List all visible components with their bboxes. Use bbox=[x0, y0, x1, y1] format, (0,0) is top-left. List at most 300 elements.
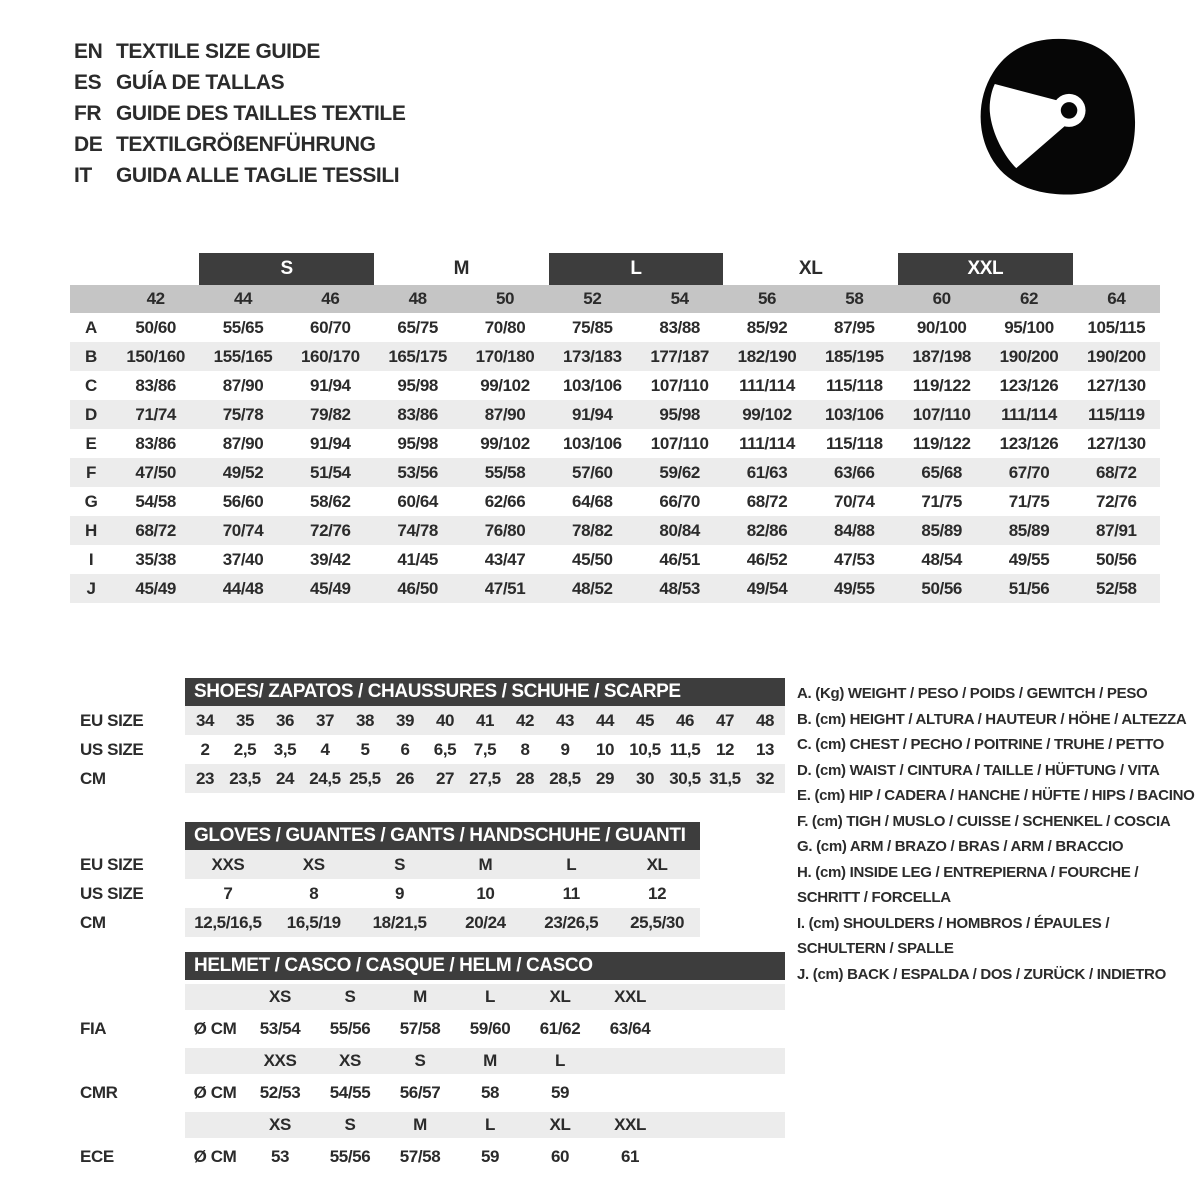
helmet-cm-value: 52/53 bbox=[259, 1083, 301, 1102]
gloves-cell: 20/24 bbox=[465, 912, 506, 932]
helmet-size-spacer bbox=[185, 1048, 245, 1074]
legend-entry: E. (cm) HIP / CADERA / HANCHE / HÜFTE / HIPS / BACINO bbox=[797, 787, 1195, 804]
size-number: 62 bbox=[1019, 289, 1039, 308]
gloves-cell: 23/26,5 bbox=[544, 912, 599, 932]
size-table-row bbox=[70, 313, 1160, 342]
size-cell: 49/55 bbox=[1008, 549, 1050, 569]
helmet-cm-value: 55/56 bbox=[329, 1147, 371, 1166]
size-cell: 107/110 bbox=[650, 433, 709, 453]
size-cell: 60/70 bbox=[310, 317, 351, 337]
helmet-row-spacer bbox=[80, 1112, 185, 1138]
helmet-cm-value: 59/60 bbox=[469, 1019, 511, 1038]
helmet-sizes-values bbox=[185, 1048, 785, 1074]
shoes-cell: 4 bbox=[320, 739, 330, 759]
size-group-label: XXL bbox=[898, 253, 1073, 285]
helmet-table bbox=[80, 952, 785, 1176]
size-cell: 44/48 bbox=[222, 578, 264, 598]
shoes-cell: 40 bbox=[435, 710, 455, 730]
size-group-label: L bbox=[549, 253, 724, 285]
shoes-cell: 30,5 bbox=[669, 768, 701, 788]
size-cell: 115/118 bbox=[825, 375, 883, 395]
helmet-sizes-values bbox=[185, 984, 785, 1010]
helmet-size-label: XL bbox=[549, 987, 571, 1006]
size-cell: 71/75 bbox=[921, 491, 962, 511]
size-row-letter: H bbox=[85, 520, 97, 540]
size-cell: 90/100 bbox=[916, 317, 967, 337]
shoes-cell: 44 bbox=[595, 710, 615, 730]
size-table-row bbox=[70, 342, 1160, 371]
helmet-sizes-row bbox=[80, 984, 785, 1010]
size-row-letter: F bbox=[86, 462, 96, 482]
size-cell: 64/68 bbox=[572, 491, 613, 511]
shoes-cell: 26 bbox=[395, 768, 415, 788]
size-cell: 49/55 bbox=[834, 578, 875, 598]
legend-entry: F. (cm) TIGH / MUSLO / CUISSE / SCHENKEL / COSCIA bbox=[797, 812, 1171, 830]
size-cell: 91/94 bbox=[310, 433, 351, 453]
size-cell: 45/49 bbox=[310, 578, 351, 598]
helmet-cm-value: 61 bbox=[620, 1147, 640, 1166]
shoes-cell: 30 bbox=[635, 768, 655, 788]
size-cell: 85/89 bbox=[921, 520, 962, 540]
shoes-cell: 38 bbox=[355, 710, 375, 730]
size-row-letter: C bbox=[85, 375, 97, 395]
size-cell: 95/98 bbox=[659, 404, 700, 424]
racing-helmet-icon bbox=[975, 32, 1140, 207]
size-cell: 57/60 bbox=[572, 462, 613, 482]
language-title: TEXTILGRÖßENFÜHRUNG bbox=[116, 132, 376, 156]
shoes-cell: 25,5 bbox=[349, 768, 381, 788]
size-cell: 83/86 bbox=[397, 404, 438, 424]
size-cell: 72/76 bbox=[1096, 491, 1137, 511]
size-cell: 99/102 bbox=[480, 375, 530, 395]
shoes-row-values bbox=[185, 764, 785, 793]
size-measure-rows bbox=[70, 313, 1160, 603]
size-cell: 155/165 bbox=[213, 346, 273, 366]
shoes-cell: 28 bbox=[515, 768, 535, 788]
size-cell: 55/58 bbox=[484, 462, 526, 482]
size-table-row bbox=[70, 458, 1160, 487]
size-group-label: XL bbox=[798, 258, 823, 279]
language-row bbox=[74, 67, 405, 98]
size-number: 54 bbox=[670, 289, 689, 308]
size-table-row bbox=[70, 400, 1160, 429]
size-cell: 62/66 bbox=[484, 491, 526, 511]
shoes-cell: 37 bbox=[315, 710, 335, 730]
helmet-size-spacer bbox=[185, 1112, 245, 1138]
helmet-size-label: S bbox=[414, 1051, 426, 1070]
size-cell: 46/52 bbox=[746, 549, 788, 569]
helmet-cm-value: 63/64 bbox=[609, 1019, 651, 1038]
legend-entry: D. (cm) WAIST / CINTURA / TAILLE / HÜFTUNG / VITA bbox=[797, 761, 1160, 779]
size-cell: 49/54 bbox=[746, 578, 788, 598]
size-cell: 47/51 bbox=[484, 578, 526, 598]
size-cell: 66/70 bbox=[659, 491, 700, 511]
helmet-sizes-row bbox=[80, 1112, 785, 1138]
helmet-size-label: XXS bbox=[263, 1051, 297, 1070]
size-cell: 50/56 bbox=[921, 578, 962, 598]
measurement-legend bbox=[797, 681, 1195, 987]
legend-entry: J. (cm) BACK / ESPALDA / DOS / ZURÜCK / INDIETRO bbox=[797, 965, 1166, 983]
shoes-cell: 12 bbox=[715, 739, 735, 759]
gloves-cell: 9 bbox=[395, 883, 405, 903]
shoes-cell: 28,5 bbox=[549, 768, 581, 788]
shoes-cell: 45 bbox=[635, 710, 655, 730]
size-number: 64 bbox=[1107, 289, 1126, 308]
size-cell: 103/106 bbox=[825, 404, 884, 424]
helmet-cm-value: 57/58 bbox=[399, 1147, 441, 1166]
size-cell: 49/52 bbox=[222, 462, 264, 482]
shoes-cell: 36 bbox=[275, 710, 295, 730]
size-cell: 82/86 bbox=[746, 520, 788, 540]
shoes-row-values bbox=[185, 706, 785, 735]
shoes-cell: 6 bbox=[400, 739, 410, 759]
gloves-row-values bbox=[185, 850, 700, 879]
helmet-sizes-row bbox=[80, 1048, 785, 1074]
shoes-cell: 23 bbox=[195, 768, 215, 788]
size-cell: 55/65 bbox=[222, 317, 264, 337]
shoes-row-label: EU SIZE bbox=[80, 710, 144, 730]
size-table-row bbox=[70, 545, 1160, 574]
size-table-row bbox=[70, 429, 1160, 458]
size-group-label: S bbox=[199, 253, 374, 285]
size-cell: 150/160 bbox=[126, 346, 185, 366]
size-cell: 99/102 bbox=[742, 404, 792, 424]
helmet-size-label: M bbox=[413, 987, 427, 1006]
language-row bbox=[74, 160, 405, 191]
gloves-cell: 8 bbox=[309, 883, 319, 903]
size-cell: 76/80 bbox=[484, 520, 526, 540]
shoes-cell: 8 bbox=[520, 739, 530, 759]
helmet-size-label: M bbox=[483, 1051, 497, 1070]
shoes-cell: 10 bbox=[595, 739, 615, 759]
shoes-cell: 7,5 bbox=[473, 739, 497, 759]
helmet-cm-value: 53 bbox=[270, 1147, 290, 1166]
shoes-row bbox=[80, 735, 785, 764]
gloves-cell: XL bbox=[646, 854, 668, 874]
shoes-cell: 9 bbox=[560, 739, 570, 759]
size-number: 46 bbox=[321, 289, 340, 308]
gloves-section-header: GLOVES / GUANTES / GANTS / HANDSCHUHE / GUANTI bbox=[185, 822, 700, 850]
size-group-row bbox=[70, 253, 1160, 285]
shoes-cell: 23,5 bbox=[229, 768, 261, 788]
language-title: GUIDA ALLE TAGLIE TESSILI bbox=[116, 163, 400, 187]
helmet-cm-value bbox=[595, 1078, 665, 1108]
size-cell: 127/130 bbox=[1087, 375, 1146, 395]
size-cell: 75/78 bbox=[222, 404, 264, 424]
shoes-row bbox=[80, 764, 785, 793]
language-list bbox=[74, 36, 405, 191]
helmet-size-spacer bbox=[185, 984, 245, 1010]
size-cell: 173/183 bbox=[563, 346, 622, 366]
size-cell: 119/122 bbox=[912, 433, 971, 453]
helmet-size-label: L bbox=[555, 1051, 565, 1070]
size-table-row bbox=[70, 516, 1160, 545]
size-cell: 111/114 bbox=[739, 433, 795, 453]
gloves-rows bbox=[80, 850, 700, 937]
size-row-letter: J bbox=[86, 578, 96, 598]
size-cell: 70/80 bbox=[484, 317, 526, 337]
gloves-cell: 11 bbox=[562, 883, 580, 903]
size-cell: 65/68 bbox=[921, 462, 962, 482]
helmet-cm-value: 59 bbox=[550, 1083, 570, 1102]
size-row-letter: E bbox=[85, 433, 97, 453]
size-cell: 46/50 bbox=[397, 578, 438, 598]
helmet-cm-value: 56/57 bbox=[399, 1083, 441, 1102]
gloves-cell: 16,5/19 bbox=[286, 912, 341, 932]
size-cell: 68/72 bbox=[746, 491, 788, 511]
shoes-rows bbox=[80, 706, 785, 793]
shoes-row-label: US SIZE bbox=[80, 739, 144, 759]
helmet-unit-label: Ø CM bbox=[193, 1083, 237, 1102]
helmet-value-values bbox=[185, 1142, 785, 1172]
shoes-cell: 6,5 bbox=[433, 739, 457, 759]
gloves-row bbox=[80, 879, 700, 908]
shoes-cell: 5 bbox=[360, 739, 370, 759]
helmet-standard-label: CMR bbox=[80, 1083, 118, 1102]
size-cell: 187/198 bbox=[912, 346, 971, 366]
size-cell: 87/90 bbox=[222, 375, 264, 395]
gloves-row bbox=[80, 850, 700, 879]
shoes-cell: 11,5 bbox=[669, 739, 701, 759]
size-cell: 50/60 bbox=[135, 317, 176, 337]
shoes-cell: 31,5 bbox=[709, 768, 741, 788]
size-cell: 37/40 bbox=[222, 549, 264, 569]
language-row bbox=[74, 98, 405, 129]
shoes-cell: 32 bbox=[755, 768, 775, 788]
size-cell: 41/45 bbox=[397, 549, 438, 569]
shoes-row-values bbox=[185, 735, 785, 764]
helmet-unit-label: Ø CM bbox=[193, 1019, 237, 1038]
gloves-row-label: EU SIZE bbox=[80, 854, 144, 874]
helmet-size-label: L bbox=[485, 1115, 495, 1134]
helmet-section-header: HELMET / CASCO / CASQUE / HELM / CASCO bbox=[185, 952, 785, 980]
gloves-row bbox=[80, 908, 700, 937]
helmet-row-spacer bbox=[80, 1048, 185, 1074]
size-cell: 111/114 bbox=[739, 375, 795, 395]
shoes-section-header: SHOES/ ZAPATOS / CHAUSSURES / SCHUHE / SCARPE bbox=[185, 678, 785, 706]
gloves-cell: S bbox=[394, 854, 406, 874]
gloves-cell: L bbox=[566, 854, 577, 874]
size-cell: 43/47 bbox=[484, 549, 526, 569]
helmet-standard-label: ECE bbox=[80, 1147, 114, 1166]
helmet-size-label: XXL bbox=[614, 987, 646, 1006]
size-group-label: M bbox=[453, 258, 470, 279]
helmet-size-label: XS bbox=[269, 987, 291, 1006]
size-cell: 48/54 bbox=[921, 549, 962, 569]
size-cell: 45/50 bbox=[572, 549, 613, 569]
helmet-cm-value: 59 bbox=[480, 1147, 500, 1166]
size-cell: 65/75 bbox=[397, 317, 438, 337]
shoes-cell: 2 bbox=[200, 739, 210, 759]
helmet-size-label: L bbox=[485, 987, 495, 1006]
size-cell: 103/106 bbox=[563, 375, 622, 395]
gloves-cell: 7 bbox=[223, 883, 233, 903]
size-cell: 177/187 bbox=[650, 346, 709, 366]
size-cell: 85/92 bbox=[746, 317, 788, 337]
size-cell: 67/70 bbox=[1008, 462, 1050, 482]
size-cell: 61/63 bbox=[746, 462, 788, 482]
gloves-cell: 10 bbox=[476, 883, 495, 903]
size-table-row bbox=[70, 487, 1160, 516]
legend-entry: C. (cm) CHEST / PECHO / POITRINE / TRUHE / PETTO bbox=[797, 736, 1165, 753]
size-cell: 123/126 bbox=[999, 433, 1059, 453]
legend-entry: H. (cm) INSIDE LEG / ENTREPIERNA / FOURCHE / SCHRITT / FORCELLA bbox=[797, 863, 1139, 906]
size-cell: 185/195 bbox=[825, 346, 884, 366]
size-cell: 95/98 bbox=[397, 375, 438, 395]
size-cell: 84/88 bbox=[834, 520, 875, 540]
size-cell: 190/200 bbox=[1087, 346, 1146, 366]
gloves-cell: XS bbox=[302, 854, 325, 874]
size-cell: 70/74 bbox=[834, 491, 875, 511]
helmet-size-label: XS bbox=[339, 1051, 361, 1070]
size-cell: 68/72 bbox=[1096, 462, 1137, 482]
size-cell: 87/91 bbox=[1096, 520, 1137, 540]
size-cell: 105/115 bbox=[1087, 317, 1146, 337]
size-cell: 48/53 bbox=[659, 578, 700, 598]
shoes-cell: 34 bbox=[195, 710, 215, 730]
language-row bbox=[74, 129, 405, 160]
size-cell: 46/51 bbox=[659, 549, 700, 569]
shoes-cell: 41 bbox=[475, 710, 495, 730]
size-cell: 165/175 bbox=[388, 346, 447, 366]
gloves-cell: M bbox=[478, 854, 493, 874]
language-code: IT bbox=[74, 163, 92, 187]
shoes-cell: 39 bbox=[395, 710, 415, 730]
shoes-cell: 48 bbox=[755, 710, 775, 730]
size-cell: 115/119 bbox=[1087, 404, 1145, 424]
size-table-row bbox=[70, 371, 1160, 400]
helmet-size-label bbox=[595, 1048, 665, 1074]
shoes-cell: 2,5 bbox=[233, 739, 257, 759]
size-number: 44 bbox=[233, 289, 253, 308]
shoes-cell: 29 bbox=[595, 768, 615, 788]
language-row bbox=[74, 36, 405, 67]
size-number: 60 bbox=[932, 289, 951, 308]
gloves-row-values bbox=[185, 908, 700, 937]
shoes-cell: 47 bbox=[715, 710, 735, 730]
size-cell: 71/74 bbox=[135, 404, 176, 424]
size-cell: 47/53 bbox=[834, 549, 875, 569]
size-cell: 127/130 bbox=[1087, 433, 1146, 453]
size-cell: 50/56 bbox=[1096, 549, 1137, 569]
helmet-value-row bbox=[80, 1078, 785, 1108]
size-cell: 63/66 bbox=[834, 462, 875, 482]
size-cell: 115/118 bbox=[825, 433, 883, 453]
shoes-cell: 35 bbox=[235, 710, 255, 730]
gloves-cell: 12,5/16,5 bbox=[194, 912, 262, 932]
size-cell: 119/122 bbox=[912, 375, 971, 395]
size-cell: 68/72 bbox=[135, 520, 176, 540]
shoes-table bbox=[80, 678, 785, 793]
shoes-cell: 24,5 bbox=[309, 768, 341, 788]
size-cell: 71/75 bbox=[1008, 491, 1050, 511]
size-cell: 74/78 bbox=[397, 520, 438, 540]
gloves-table bbox=[80, 822, 700, 937]
size-cell: 51/54 bbox=[310, 462, 351, 482]
shoes-cell: 24 bbox=[275, 768, 295, 788]
helmet-size-label: XS bbox=[269, 1115, 291, 1134]
gloves-cell: 18/21,5 bbox=[372, 912, 427, 932]
language-code: DE bbox=[74, 132, 103, 156]
size-cell: 99/102 bbox=[480, 433, 530, 453]
size-cell: 107/110 bbox=[650, 375, 709, 395]
size-cell: 182/190 bbox=[737, 346, 797, 366]
size-cell: 170/180 bbox=[475, 346, 535, 366]
size-cell: 91/94 bbox=[572, 404, 613, 424]
helmet-sizes-values bbox=[185, 1112, 785, 1138]
size-row-letter: D bbox=[85, 404, 97, 424]
helmet-cm-value: 54/55 bbox=[329, 1083, 371, 1102]
legend-entry: B. (cm) HEIGHT / ALTURA / HAUTEUR / HÖHE / ALTEZZA bbox=[797, 710, 1187, 728]
gloves-row-label: CM bbox=[80, 912, 106, 932]
size-row-letter: G bbox=[84, 491, 98, 511]
size-row-letter: A bbox=[85, 317, 97, 337]
helmet-size-label: XL bbox=[549, 1115, 571, 1134]
size-cell: 87/95 bbox=[834, 317, 875, 337]
legend-entry: I. (cm) SHOULDERS / HOMBROS / ÉPAULES / SCHULTERN / SPALLE bbox=[797, 914, 1110, 957]
gloves-cell: XXS bbox=[211, 854, 245, 874]
size-cell: 95/98 bbox=[397, 433, 438, 453]
language-code: FR bbox=[74, 101, 102, 125]
size-number: 42 bbox=[146, 289, 165, 308]
shoes-row bbox=[80, 706, 785, 735]
helmet-cm-value: 55/56 bbox=[329, 1019, 371, 1038]
size-cell: 75/85 bbox=[572, 317, 613, 337]
textile-size-table bbox=[70, 253, 1160, 603]
size-cell: 52/58 bbox=[1096, 578, 1137, 598]
size-cell: 83/86 bbox=[135, 375, 176, 395]
shoes-cell: 27,5 bbox=[469, 768, 501, 788]
gloves-row-values bbox=[185, 879, 700, 908]
size-number-row bbox=[70, 285, 1160, 313]
size-cell: 190/200 bbox=[999, 346, 1059, 366]
size-table-row bbox=[70, 574, 1160, 603]
size-cell: 85/89 bbox=[1008, 520, 1050, 540]
size-cell: 80/84 bbox=[659, 520, 700, 540]
size-cell: 72/76 bbox=[310, 520, 351, 540]
gloves-row-label: US SIZE bbox=[80, 883, 144, 903]
helmet-cm-value: 58 bbox=[480, 1083, 500, 1102]
helmet-standard-label: FIA bbox=[80, 1019, 107, 1038]
size-cell: 160/170 bbox=[301, 346, 360, 366]
size-cell: 56/60 bbox=[222, 491, 264, 511]
shoes-cell: 27 bbox=[435, 768, 455, 788]
language-code: ES bbox=[74, 70, 102, 94]
size-cell: 111/114 bbox=[1001, 404, 1057, 424]
size-cell: 45/49 bbox=[135, 578, 176, 598]
size-cell: 83/88 bbox=[659, 317, 700, 337]
helmet-size-label: XXL bbox=[614, 1115, 646, 1134]
helmet-cm-value: 57/58 bbox=[399, 1019, 441, 1038]
size-cell: 91/94 bbox=[310, 375, 351, 395]
shoes-cell: 13 bbox=[755, 739, 775, 759]
size-cell: 59/62 bbox=[659, 462, 700, 482]
size-number: 50 bbox=[495, 289, 515, 308]
size-cell: 58/62 bbox=[310, 491, 351, 511]
language-title: GUIDE DES TAILLES TEXTILE bbox=[116, 101, 406, 125]
size-cell: 123/126 bbox=[999, 375, 1059, 395]
size-cell: 70/74 bbox=[222, 520, 264, 540]
shoes-cell: 10,5 bbox=[629, 739, 661, 759]
helmet-unit-label: Ø CM bbox=[193, 1147, 237, 1166]
size-cell: 47/50 bbox=[135, 462, 176, 482]
helmet-value-values bbox=[185, 1078, 785, 1108]
helmet-cm-value: 60 bbox=[550, 1147, 570, 1166]
helmet-rows bbox=[80, 984, 785, 1172]
shoes-cell: 3,5 bbox=[273, 739, 297, 759]
gloves-cell: 25,5/30 bbox=[630, 912, 685, 932]
size-number: 48 bbox=[408, 289, 427, 308]
